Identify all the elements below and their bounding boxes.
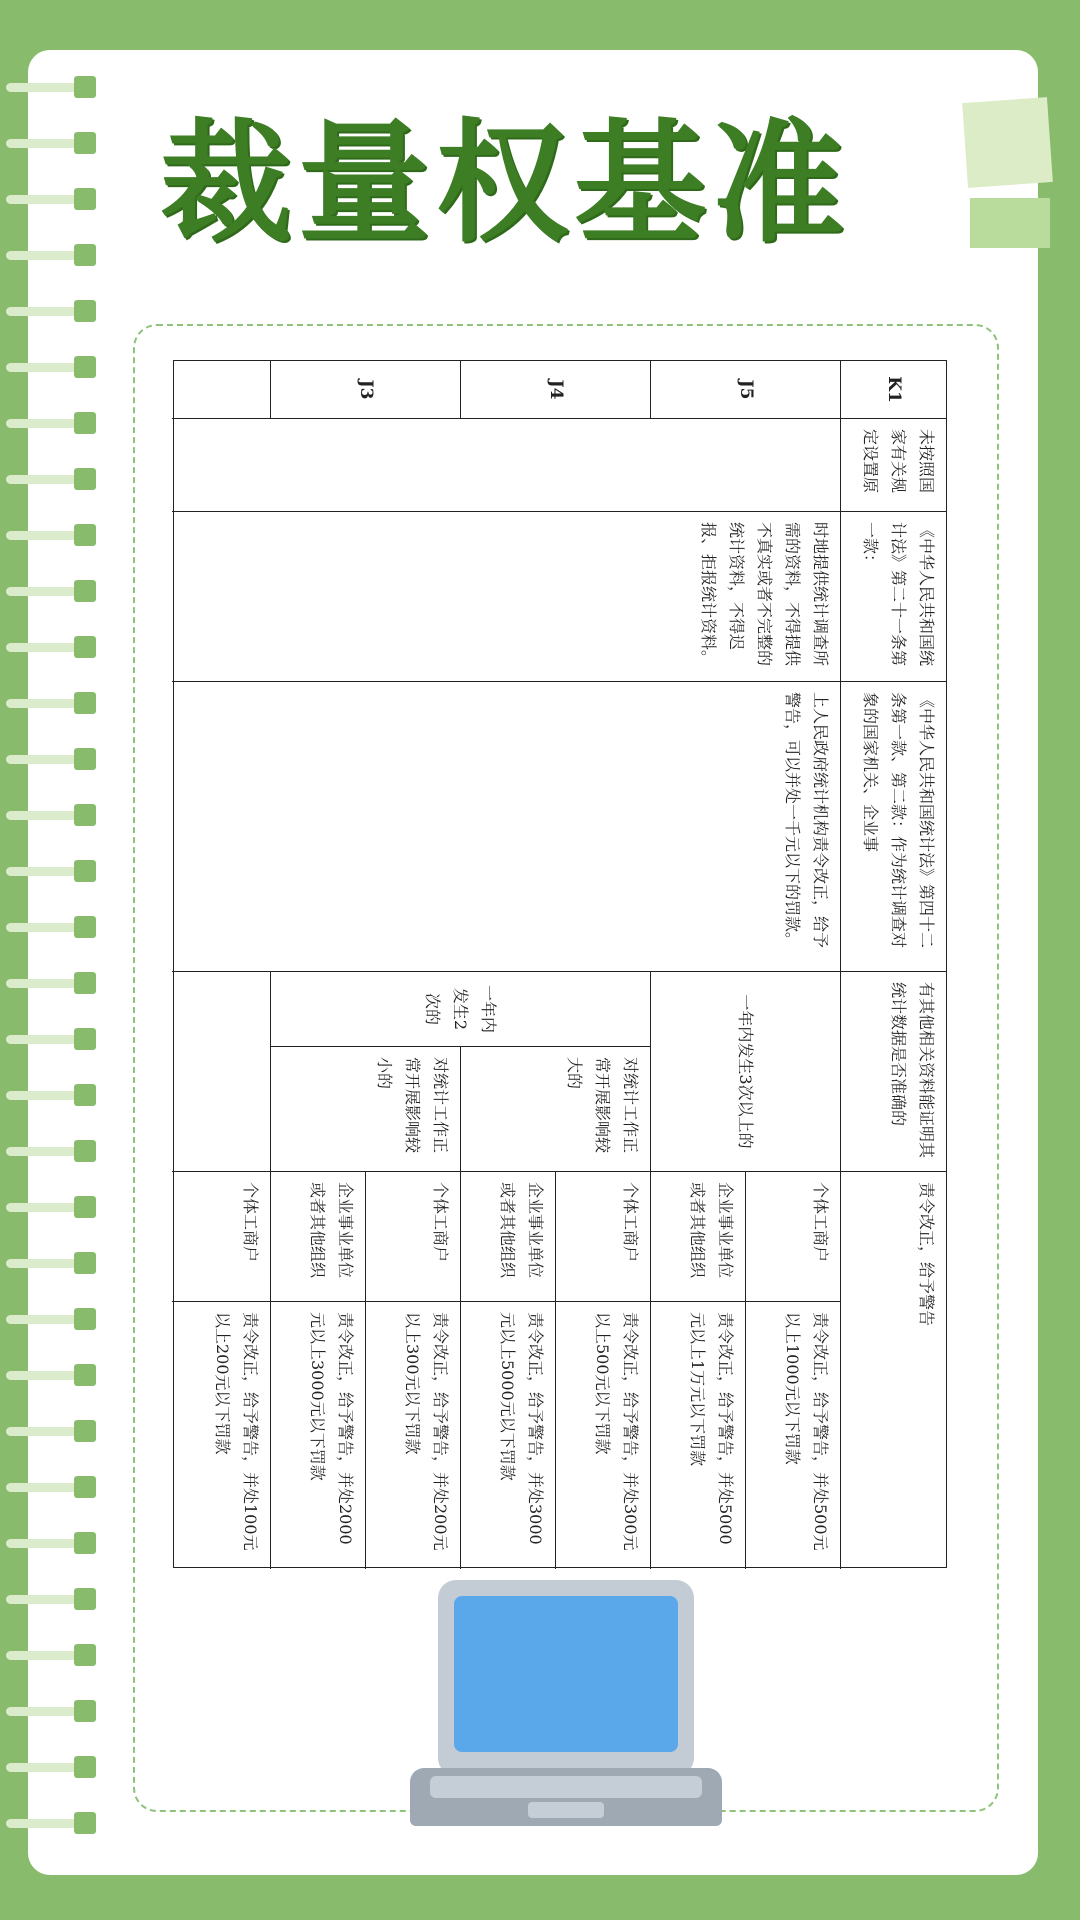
ring-wire bbox=[6, 1315, 84, 1324]
header-j3: J3 bbox=[271, 361, 461, 418]
j3-impact: 对统计工作正常开展影响较小的 bbox=[271, 1046, 461, 1171]
ring-hole bbox=[74, 804, 96, 826]
ring-wire bbox=[6, 1707, 84, 1716]
ring-hole bbox=[74, 412, 96, 434]
k1-basis: 《中华人民共和国统计法》第二十一条第一款： bbox=[841, 511, 946, 681]
laptop-trackpad bbox=[528, 1802, 604, 1818]
j45-times: 一年内发生2次的 bbox=[271, 971, 651, 1046]
ring-wire bbox=[6, 363, 84, 372]
ring-wire bbox=[6, 979, 84, 988]
laptop-screen-bezel bbox=[438, 1580, 694, 1776]
ring-wire bbox=[6, 139, 84, 148]
ring-hole bbox=[74, 76, 96, 98]
spiral-ring bbox=[0, 242, 100, 268]
top-ind-subject: 个体工商户 bbox=[172, 1171, 271, 1301]
spiral-ring bbox=[0, 1698, 100, 1724]
ring-hole bbox=[74, 972, 96, 994]
ring-hole bbox=[74, 1140, 96, 1162]
ring-wire bbox=[6, 1091, 84, 1100]
spiral-ring bbox=[0, 970, 100, 996]
j3-ind-penalty: 责令改正，给予警告，并处200元以上300元以下罚款 bbox=[366, 1301, 461, 1569]
header-j5: J5 bbox=[651, 361, 841, 418]
ring-wire bbox=[6, 1203, 84, 1212]
ring-wire bbox=[6, 531, 84, 540]
top-empty bbox=[172, 971, 271, 1171]
ring-hole bbox=[74, 1084, 96, 1106]
ring-hole bbox=[74, 1364, 96, 1386]
ring-wire bbox=[6, 1147, 84, 1156]
spiral-ring bbox=[0, 410, 100, 436]
j4-ent-subject: 企业事业单位或者其他组织 bbox=[461, 1171, 556, 1301]
ring-hole bbox=[74, 692, 96, 714]
ring-hole bbox=[74, 188, 96, 210]
spiral-ring bbox=[0, 858, 100, 884]
ring-wire bbox=[6, 1427, 84, 1436]
top-ind-penalty: 责令改正，给予警告，并处100元以上200元以下罚款 bbox=[172, 1301, 271, 1569]
ring-hole bbox=[74, 1196, 96, 1218]
spiral-ring bbox=[0, 1754, 100, 1780]
ring-wire bbox=[6, 251, 84, 260]
basis-continuation: 时地提供统计调查所需的资料，不得提供不真实或者不完整的统计资料，不得迟报、拒报统计资料。 bbox=[172, 511, 841, 681]
discretion-table bbox=[173, 360, 947, 1568]
laptop-base bbox=[410, 1768, 722, 1826]
ring-wire bbox=[6, 475, 84, 484]
spiral-ring bbox=[0, 914, 100, 940]
j4-ind-penalty: 责令改正，给予警告，并处300元以上500元以下罚款 bbox=[556, 1301, 651, 1569]
condition-empty bbox=[172, 418, 841, 511]
sticky-tab bbox=[970, 198, 1050, 248]
discretion-table-wrapper bbox=[173, 360, 947, 1568]
j5-ent-penalty: 责令改正，给予警告，并处5000元以上1万元以下罚款 bbox=[651, 1301, 746, 1569]
spiral-ring bbox=[0, 1194, 100, 1220]
spiral-ring bbox=[0, 634, 100, 660]
ring-wire bbox=[6, 1483, 84, 1492]
ring-wire bbox=[6, 195, 84, 204]
ring-wire bbox=[6, 419, 84, 428]
ring-wire bbox=[6, 643, 84, 652]
ring-hole bbox=[74, 1476, 96, 1498]
spiral-ring bbox=[0, 1138, 100, 1164]
j4-ind-subject: 个体工商户 bbox=[556, 1171, 651, 1301]
ring-hole bbox=[74, 1644, 96, 1666]
spiral-ring bbox=[0, 1642, 100, 1668]
spiral-ring bbox=[0, 74, 100, 100]
ring-wire bbox=[6, 699, 84, 708]
k1-condition: 未按照国家有关规定设置原 bbox=[841, 418, 946, 511]
spiral-ring bbox=[0, 186, 100, 212]
ring-hole bbox=[74, 1028, 96, 1050]
ring-hole bbox=[74, 1812, 96, 1834]
ring-wire bbox=[6, 1371, 84, 1380]
spiral-ring bbox=[0, 1586, 100, 1612]
j3-ent-penalty: 责令改正，给予警告，并处2000元以上3000元以下罚款 bbox=[271, 1301, 366, 1569]
spiral-ring bbox=[0, 578, 100, 604]
ring-hole bbox=[74, 860, 96, 882]
ring-hole bbox=[74, 1532, 96, 1554]
ring-wire bbox=[6, 867, 84, 876]
ring-hole bbox=[74, 524, 96, 546]
j5-ind-penalty: 责令改正，给予警告，并处500元以上1000元以下罚款 bbox=[746, 1301, 841, 1569]
ring-wire bbox=[6, 755, 84, 764]
ring-wire bbox=[6, 1595, 84, 1604]
k1-penalty-basis: 《中华人民共和国统计法》第四十二条第一款、第二款：作为统计调查对象的国家机关、企业事 bbox=[841, 681, 946, 971]
spiral-ring bbox=[0, 690, 100, 716]
j4-impact: 对统计工作正常开展影响较大的 bbox=[461, 1046, 651, 1171]
spiral-ring bbox=[0, 1250, 100, 1276]
j3-ind-subject: 个体工商户 bbox=[366, 1171, 461, 1301]
laptop-illustration bbox=[410, 1580, 730, 1840]
page-title: 裁量权基准 bbox=[160, 107, 850, 261]
ring-hole bbox=[74, 748, 96, 770]
spiral-ring bbox=[0, 1810, 100, 1836]
ring-hole bbox=[74, 1756, 96, 1778]
laptop-keyboard bbox=[430, 1776, 702, 1798]
ring-hole bbox=[74, 916, 96, 938]
header-k1: K1 bbox=[884, 376, 905, 403]
ring-wire bbox=[6, 1763, 84, 1772]
ring-hole bbox=[74, 468, 96, 490]
j3-ent-subject: 企业事业单位或者其他组织 bbox=[271, 1171, 366, 1301]
ring-wire bbox=[6, 307, 84, 316]
spiral-ring bbox=[0, 522, 100, 548]
spiral-ring bbox=[0, 1082, 100, 1108]
ring-hole bbox=[74, 244, 96, 266]
ring-wire bbox=[6, 923, 84, 932]
ring-hole bbox=[74, 356, 96, 378]
penalty-continuation: 上人民政府统计机构责令改正，给予警告，可以并处一千元以下的罚款。 bbox=[172, 681, 841, 971]
ring-wire bbox=[6, 1651, 84, 1660]
ring-hole bbox=[74, 1308, 96, 1330]
ring-wire bbox=[6, 811, 84, 820]
spiral-ring bbox=[0, 466, 100, 492]
spiral-ring bbox=[0, 1418, 100, 1444]
ring-hole bbox=[74, 580, 96, 602]
ring-wire bbox=[6, 1259, 84, 1268]
header-empty bbox=[172, 361, 271, 418]
ring-wire bbox=[6, 83, 84, 92]
spiral-ring bbox=[0, 1474, 100, 1500]
spiral-ring bbox=[0, 802, 100, 828]
k1-circumstance: 有其他相关资料能证明其统计数据是否准确的 bbox=[841, 971, 946, 1171]
ring-hole bbox=[74, 1252, 96, 1274]
spiral-ring bbox=[0, 130, 100, 156]
ring-hole bbox=[74, 636, 96, 658]
spiral-ring bbox=[0, 1530, 100, 1556]
ring-wire bbox=[6, 1035, 84, 1044]
laptop-screen bbox=[454, 1596, 678, 1752]
spiral-ring bbox=[0, 1362, 100, 1388]
spiral-ring bbox=[0, 1026, 100, 1052]
ring-hole bbox=[74, 1420, 96, 1442]
spiral-ring bbox=[0, 1306, 100, 1332]
ring-wire bbox=[6, 1819, 84, 1828]
header-j4: J4 bbox=[461, 361, 651, 418]
spiral-ring bbox=[0, 746, 100, 772]
ring-hole bbox=[74, 1588, 96, 1610]
j4-ent-penalty: 责令改正，给予警告，并处3000元以上5000元以下罚款 bbox=[461, 1301, 556, 1569]
ring-hole bbox=[74, 132, 96, 154]
j5-ind-subject: 个体工商户 bbox=[746, 1171, 841, 1301]
spiral-ring bbox=[0, 354, 100, 380]
k1-discretion: 责令改正，给予警告 bbox=[841, 1171, 946, 1569]
j5-ent-subject: 企业事业单位或者其他组织 bbox=[651, 1171, 746, 1301]
ring-hole bbox=[74, 300, 96, 322]
ring-hole bbox=[74, 1700, 96, 1722]
j5-circumstance: 一年内发生3次以上的 bbox=[651, 971, 841, 1171]
ring-wire bbox=[6, 587, 84, 596]
sticky-tab bbox=[962, 97, 1053, 188]
spiral-ring bbox=[0, 298, 100, 324]
ring-wire bbox=[6, 1539, 84, 1548]
